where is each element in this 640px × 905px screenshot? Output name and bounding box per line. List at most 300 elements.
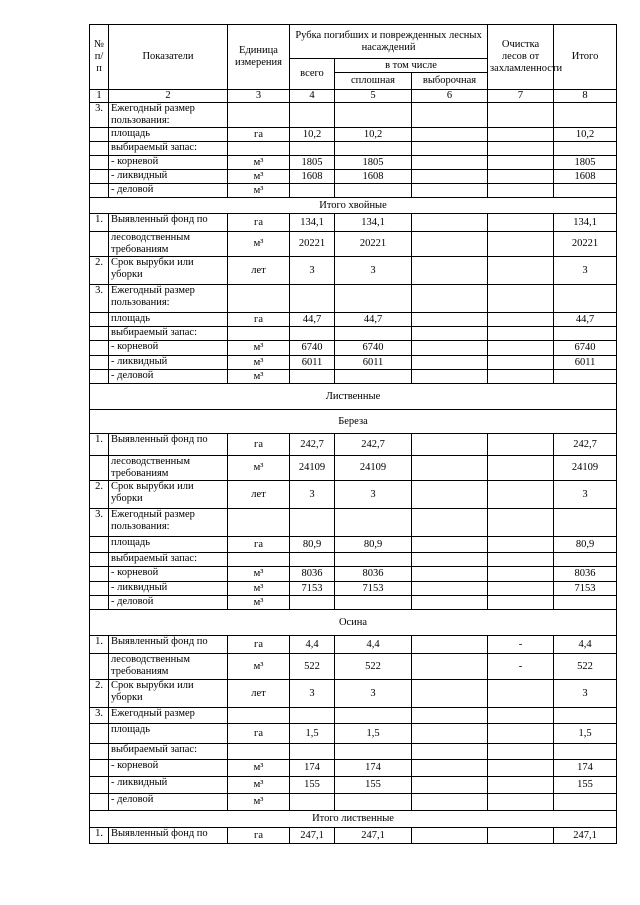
- value-total: [290, 509, 335, 537]
- row-label: Срок вырубки или уборки: [109, 481, 228, 509]
- table-row: [90, 356, 617, 370]
- value-itogo: 4,4: [554, 636, 617, 654]
- colnum-8: 8: [554, 90, 617, 103]
- row-number: [90, 156, 109, 170]
- table-row: [90, 170, 617, 184]
- value-total: [290, 553, 335, 567]
- value-selective: [412, 724, 488, 744]
- value-clear: [335, 744, 412, 760]
- value-clear: 134,1: [335, 214, 412, 232]
- row-number: [90, 553, 109, 567]
- row-number: [90, 327, 109, 341]
- value-total: 1608: [290, 170, 335, 184]
- table-row: [90, 232, 617, 257]
- row-label: площадь: [109, 724, 228, 744]
- value-selective: [412, 680, 488, 708]
- value-selective: [412, 370, 488, 384]
- value-selective: [412, 794, 488, 811]
- value-selective: [412, 537, 488, 553]
- row-number: [90, 724, 109, 744]
- value-cleaning: [488, 553, 554, 567]
- value-itogo: [554, 285, 617, 313]
- header-indicator: Показатели: [109, 25, 228, 90]
- row-label: площадь: [109, 537, 228, 553]
- value-total: [290, 184, 335, 198]
- value-itogo: 3: [554, 680, 617, 708]
- value-selective: [412, 156, 488, 170]
- value-cleaning: [488, 327, 554, 341]
- value-clear: 1608: [335, 170, 412, 184]
- value-selective: [412, 103, 488, 128]
- value-cleaning: [488, 170, 554, 184]
- section-title: Лиственные: [90, 384, 617, 410]
- row-label: - ликвидный: [109, 582, 228, 596]
- row-label: Ежегодный размер: [109, 708, 228, 724]
- value-cleaning: [488, 313, 554, 327]
- colnum-7: 7: [488, 90, 554, 103]
- value-total: 3: [290, 257, 335, 285]
- value-total: 247,1: [290, 828, 335, 844]
- value-cleaning: [488, 370, 554, 384]
- colnum-5: 5: [335, 90, 412, 103]
- value-total: 1,5: [290, 724, 335, 744]
- row-unit: [228, 103, 290, 128]
- value-total: 522: [290, 654, 335, 680]
- row-unit: лет: [228, 680, 290, 708]
- header-total-all: всего: [290, 59, 335, 90]
- table-row: [90, 724, 617, 744]
- value-cleaning: [488, 257, 554, 285]
- table-row: [90, 654, 617, 680]
- row-label: Ежегодный размер пользования:: [109, 103, 228, 128]
- value-cleaning: -: [488, 636, 554, 654]
- row-unit: м³: [228, 596, 290, 610]
- row-number: [90, 142, 109, 156]
- row-unit: м³: [228, 794, 290, 811]
- table-row: [90, 744, 617, 760]
- row-label: площадь: [109, 313, 228, 327]
- row-unit: [228, 708, 290, 724]
- value-itogo: 8036: [554, 567, 617, 582]
- table-row: [90, 214, 617, 232]
- value-itogo: 174: [554, 760, 617, 777]
- row-unit: м³: [228, 356, 290, 370]
- value-clear: 24109: [335, 456, 412, 481]
- table-row: [90, 434, 617, 456]
- value-itogo: 10,2: [554, 128, 617, 142]
- value-clear: 522: [335, 654, 412, 680]
- value-selective: [412, 285, 488, 313]
- value-cleaning: [488, 777, 554, 794]
- row-label: выбираемый запас:: [109, 744, 228, 760]
- value-selective: [412, 341, 488, 356]
- value-selective: [412, 456, 488, 481]
- value-selective: [412, 327, 488, 341]
- section-title: Береза: [90, 410, 617, 434]
- value-total: 134,1: [290, 214, 335, 232]
- value-clear: 3: [335, 257, 412, 285]
- value-itogo: [554, 103, 617, 128]
- value-total: [290, 744, 335, 760]
- value-clear: 80,9: [335, 537, 412, 553]
- value-cleaning: [488, 828, 554, 844]
- value-cleaning: -: [488, 654, 554, 680]
- section-row: [90, 410, 617, 434]
- table-row: [90, 582, 617, 596]
- row-unit: [228, 285, 290, 313]
- row-unit: га: [228, 128, 290, 142]
- table-row: [90, 456, 617, 481]
- colnum-6: 6: [412, 90, 488, 103]
- row-unit: [228, 327, 290, 341]
- section-row: [90, 811, 617, 828]
- value-total: [290, 596, 335, 610]
- row-number: [90, 777, 109, 794]
- row-label: Выявленный фонд по: [109, 214, 228, 232]
- table-row: [90, 636, 617, 654]
- row-number: 1.: [90, 636, 109, 654]
- row-label: - ликвидный: [109, 170, 228, 184]
- value-total: 3: [290, 680, 335, 708]
- value-total: 6011: [290, 356, 335, 370]
- value-clear: 3: [335, 680, 412, 708]
- value-itogo: 6740: [554, 341, 617, 356]
- table-row: [90, 327, 617, 341]
- value-itogo: 522: [554, 654, 617, 680]
- value-cleaning: [488, 142, 554, 156]
- value-selective: [412, 142, 488, 156]
- value-cleaning: [488, 794, 554, 811]
- row-number: 2.: [90, 481, 109, 509]
- value-cleaning: [488, 156, 554, 170]
- value-cleaning: [488, 708, 554, 724]
- row-unit: га: [228, 724, 290, 744]
- table-row: [90, 142, 617, 156]
- row-number: [90, 341, 109, 356]
- table-row: [90, 313, 617, 327]
- table-row: [90, 257, 617, 285]
- table-row: [90, 184, 617, 198]
- row-unit: [228, 744, 290, 760]
- header-felling: Рубка погибших и поврежденных лесных насаждений: [290, 25, 488, 59]
- table-row: [90, 128, 617, 142]
- value-cleaning: [488, 596, 554, 610]
- row-unit: м³: [228, 156, 290, 170]
- value-itogo: 24109: [554, 456, 617, 481]
- value-itogo: 1,5: [554, 724, 617, 744]
- value-clear: 242,7: [335, 434, 412, 456]
- value-cleaning: [488, 537, 554, 553]
- value-total: [290, 103, 335, 128]
- row-label: Ежегодный размер пользования:: [109, 285, 228, 313]
- value-clear: [335, 553, 412, 567]
- row-number: 3.: [90, 103, 109, 128]
- row-unit: га: [228, 636, 290, 654]
- value-clear: 6011: [335, 356, 412, 370]
- value-selective: [412, 214, 488, 232]
- value-total: [290, 708, 335, 724]
- table-row: [90, 794, 617, 811]
- row-label: Выявленный фонд по: [109, 828, 228, 844]
- row-number: 1.: [90, 214, 109, 232]
- value-selective: [412, 828, 488, 844]
- row-unit: [228, 553, 290, 567]
- value-selective: [412, 128, 488, 142]
- table-row: [90, 509, 617, 537]
- row-number: [90, 232, 109, 257]
- row-label: лесоводственным требованиям: [109, 232, 228, 257]
- row-label: - корневой: [109, 760, 228, 777]
- value-itogo: 1805: [554, 156, 617, 170]
- header-unit: Единица измерения: [228, 25, 290, 90]
- row-label: - деловой: [109, 370, 228, 384]
- value-clear: 7153: [335, 582, 412, 596]
- value-clear: 44,7: [335, 313, 412, 327]
- value-clear: [335, 509, 412, 537]
- value-cleaning: [488, 184, 554, 198]
- row-label: - деловой: [109, 794, 228, 811]
- table-row: [90, 596, 617, 610]
- value-clear: [335, 327, 412, 341]
- value-selective: [412, 434, 488, 456]
- value-selective: [412, 596, 488, 610]
- value-selective: [412, 184, 488, 198]
- value-itogo: 7153: [554, 582, 617, 596]
- value-total: 10,2: [290, 128, 335, 142]
- value-cleaning: [488, 356, 554, 370]
- row-number: 3.: [90, 708, 109, 724]
- value-selective: [412, 313, 488, 327]
- value-selective: [412, 567, 488, 582]
- row-number: [90, 184, 109, 198]
- value-cleaning: [488, 567, 554, 582]
- row-unit: м³: [228, 777, 290, 794]
- row-number: [90, 794, 109, 811]
- row-number: [90, 654, 109, 680]
- table-row: [90, 777, 617, 794]
- row-label: - корневой: [109, 567, 228, 582]
- colnum-4: 4: [290, 90, 335, 103]
- table-row: [90, 567, 617, 582]
- value-total: 80,9: [290, 537, 335, 553]
- row-number: 1.: [90, 434, 109, 456]
- value-total: 1805: [290, 156, 335, 170]
- row-number: [90, 567, 109, 582]
- value-selective: [412, 509, 488, 537]
- value-total: 20221: [290, 232, 335, 257]
- row-number: [90, 744, 109, 760]
- value-itogo: 155: [554, 777, 617, 794]
- row-label: Выявленный фонд по: [109, 636, 228, 654]
- section-title: Осина: [90, 610, 617, 636]
- header-no: № п/ п: [90, 25, 109, 90]
- table-row: [90, 760, 617, 777]
- value-cleaning: [488, 744, 554, 760]
- row-label: лесоводственным требованиям: [109, 456, 228, 481]
- value-clear: 10,2: [335, 128, 412, 142]
- value-total: [290, 142, 335, 156]
- value-total: [290, 327, 335, 341]
- row-label: Срок вырубки или уборки: [109, 257, 228, 285]
- value-itogo: [554, 370, 617, 384]
- colnum-1: 1: [90, 90, 109, 103]
- value-cleaning: [488, 582, 554, 596]
- table-row: [90, 285, 617, 313]
- section-row: [90, 610, 617, 636]
- row-unit: м³: [228, 184, 290, 198]
- value-total: 174: [290, 760, 335, 777]
- row-label: Выявленный фонд по: [109, 434, 228, 456]
- value-total: [290, 370, 335, 384]
- value-selective: [412, 654, 488, 680]
- value-itogo: [554, 142, 617, 156]
- row-label: Срок вырубки или уборки: [109, 680, 228, 708]
- row-unit: лет: [228, 481, 290, 509]
- value-cleaning: [488, 341, 554, 356]
- value-clear: 8036: [335, 567, 412, 582]
- row-label: Ежегодный размер пользования:: [109, 509, 228, 537]
- row-number: [90, 370, 109, 384]
- row-unit: м³: [228, 567, 290, 582]
- value-cleaning: [488, 214, 554, 232]
- row-number: [90, 356, 109, 370]
- value-cleaning: [488, 680, 554, 708]
- header-itogo: Итого: [554, 25, 617, 90]
- value-itogo: [554, 596, 617, 610]
- value-total: 155: [290, 777, 335, 794]
- header-cleaning: Очистка лесов от захламленности: [488, 25, 554, 90]
- table-row: [90, 481, 617, 509]
- value-selective: [412, 760, 488, 777]
- value-clear: 174: [335, 760, 412, 777]
- table-row: [90, 341, 617, 356]
- row-number: [90, 596, 109, 610]
- row-label: - ликвидный: [109, 356, 228, 370]
- section-title: Итого лиственные: [90, 811, 617, 828]
- value-itogo: [554, 327, 617, 341]
- value-selective: [412, 708, 488, 724]
- value-clear: 155: [335, 777, 412, 794]
- value-selective: [412, 744, 488, 760]
- value-cleaning: [488, 128, 554, 142]
- value-itogo: 20221: [554, 232, 617, 257]
- table-row: [90, 156, 617, 170]
- table-row: [90, 537, 617, 553]
- value-itogo: [554, 794, 617, 811]
- value-clear: [335, 184, 412, 198]
- value-cleaning: [488, 103, 554, 128]
- row-number: [90, 760, 109, 777]
- value-clear: [335, 103, 412, 128]
- value-cleaning: [488, 724, 554, 744]
- value-itogo: 3: [554, 481, 617, 509]
- row-unit: м³: [228, 341, 290, 356]
- row-number: 1.: [90, 828, 109, 844]
- table-row: [90, 708, 617, 724]
- value-cleaning: [488, 285, 554, 313]
- value-clear: [335, 596, 412, 610]
- row-label: лесоводственным требованиям: [109, 654, 228, 680]
- value-clear: [335, 708, 412, 724]
- row-label: выбираемый запас:: [109, 327, 228, 341]
- row-label: - ликвидный: [109, 777, 228, 794]
- row-unit: м³: [228, 370, 290, 384]
- row-label: - деловой: [109, 596, 228, 610]
- value-total: [290, 285, 335, 313]
- value-total: 24109: [290, 456, 335, 481]
- row-number: [90, 128, 109, 142]
- value-total: 242,7: [290, 434, 335, 456]
- section-row: [90, 384, 617, 410]
- header-clear: сплошная: [335, 73, 412, 90]
- value-clear: 247,1: [335, 828, 412, 844]
- value-itogo: [554, 509, 617, 537]
- row-unit: га: [228, 828, 290, 844]
- row-unit: м³: [228, 232, 290, 257]
- colnum-2: 2: [109, 90, 228, 103]
- value-total: 8036: [290, 567, 335, 582]
- colnum-3: 3: [228, 90, 290, 103]
- section-row: [90, 198, 617, 214]
- row-unit: лет: [228, 257, 290, 285]
- value-itogo: 80,9: [554, 537, 617, 553]
- value-itogo: 3: [554, 257, 617, 285]
- value-clear: 6740: [335, 341, 412, 356]
- value-clear: [335, 370, 412, 384]
- value-itogo: 242,7: [554, 434, 617, 456]
- value-itogo: 44,7: [554, 313, 617, 327]
- value-itogo: [554, 708, 617, 724]
- value-cleaning: [488, 232, 554, 257]
- value-clear: 1805: [335, 156, 412, 170]
- value-selective: [412, 777, 488, 794]
- value-itogo: 134,1: [554, 214, 617, 232]
- row-unit: м³: [228, 456, 290, 481]
- section-title: Итого хвойные: [90, 198, 617, 214]
- value-total: 44,7: [290, 313, 335, 327]
- value-cleaning: [488, 434, 554, 456]
- table-row: [90, 680, 617, 708]
- value-selective: [412, 257, 488, 285]
- row-unit: [228, 142, 290, 156]
- row-number: [90, 170, 109, 184]
- row-unit: [228, 509, 290, 537]
- value-itogo: [554, 184, 617, 198]
- forest-felling-table: [89, 24, 617, 844]
- value-selective: [412, 232, 488, 257]
- value-selective: [412, 356, 488, 370]
- header-selective: выборочная: [412, 73, 488, 90]
- row-number: 3.: [90, 285, 109, 313]
- row-unit: м³: [228, 760, 290, 777]
- value-selective: [412, 582, 488, 596]
- value-itogo: 6011: [554, 356, 617, 370]
- row-unit: га: [228, 537, 290, 553]
- value-total: 4,4: [290, 636, 335, 654]
- row-label: выбираемый запас:: [109, 553, 228, 567]
- value-clear: 20221: [335, 232, 412, 257]
- value-total: [290, 794, 335, 811]
- value-clear: [335, 794, 412, 811]
- row-label: - корневой: [109, 341, 228, 356]
- row-number: [90, 313, 109, 327]
- value-clear: 1,5: [335, 724, 412, 744]
- value-clear: [335, 142, 412, 156]
- row-label: площадь: [109, 128, 228, 142]
- value-total: 3: [290, 481, 335, 509]
- value-selective: [412, 553, 488, 567]
- value-itogo: 1608: [554, 170, 617, 184]
